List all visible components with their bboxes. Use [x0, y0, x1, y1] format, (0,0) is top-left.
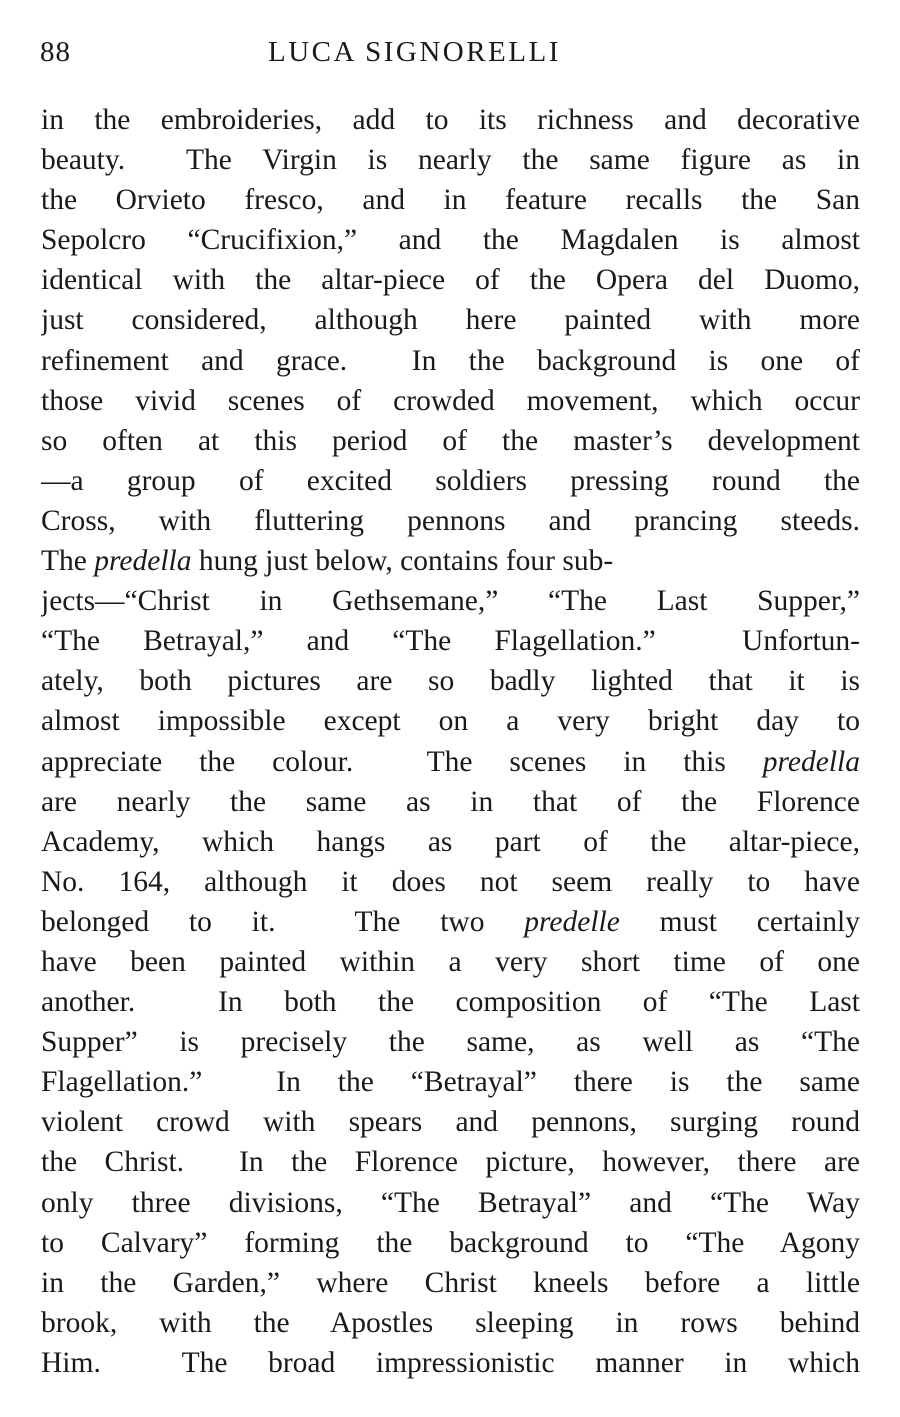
- text-segment: Academy, which hangs as part of the altar-piece,: [41, 825, 860, 858]
- text-line: [41, 822, 860, 862]
- text-segment: to Calvary” forming the background to “The Agony: [41, 1226, 860, 1259]
- italic-term: predelle: [524, 905, 620, 938]
- text-line: [41, 300, 860, 340]
- book-title: LUCA SIGNORELLI: [268, 36, 561, 68]
- text-segment: the Christ. In the Florence picture, however, there are: [41, 1146, 860, 1179]
- text-segment: are nearly the same as in that of the Florence: [41, 785, 860, 818]
- text-segment: “The Betrayal,” and “The Flagellation.” Unfortun-: [41, 625, 860, 658]
- text-line: [41, 862, 860, 902]
- text-segment: the Orvieto fresco, and in feature recalls the San: [41, 184, 860, 217]
- italic-term: predella: [762, 745, 860, 778]
- text-line: [41, 220, 860, 260]
- body-text: [41, 100, 860, 1383]
- text-segment: Him. The broad impressionistic manner in which: [41, 1346, 860, 1379]
- text-segment: hung just below, contains four sub-: [191, 545, 614, 578]
- text-line: [41, 982, 860, 1022]
- text-segment: Sepolcro “Crucifixion,” and the Magdalen is almost: [41, 224, 860, 257]
- text-line: [41, 661, 860, 701]
- text-line: [41, 180, 860, 220]
- italic-term: predella: [94, 545, 192, 578]
- text-line: [41, 501, 860, 541]
- text-segment: just considered, although here painted with more: [41, 304, 860, 337]
- text-line: [41, 1263, 860, 1303]
- text-segment: jects—“Christ in Gethsemane,” “The Last Supper,”: [41, 585, 860, 618]
- text-line: [41, 1102, 860, 1142]
- text-segment: refinement and grace. In the background is one of: [41, 344, 860, 377]
- text-segment: beauty. The Virgin is nearly the same figure as in: [41, 144, 860, 177]
- text-line: [41, 782, 860, 822]
- text-line: [41, 421, 860, 461]
- text-line: [41, 942, 860, 982]
- text-segment: belonged to it. The two: [41, 905, 525, 938]
- text-segment: another. In both the composition of “The Last: [41, 986, 860, 1019]
- text-line: [41, 1062, 860, 1102]
- text-line: [41, 1022, 860, 1062]
- text-segment: must certainly: [619, 905, 860, 938]
- text-line: [41, 742, 860, 782]
- text-line: [41, 902, 860, 942]
- page-number: 88: [40, 36, 71, 68]
- text-line: [41, 1303, 860, 1343]
- text-segment: Supper” is precisely the same, as well as “The: [41, 1026, 860, 1059]
- text-line: [41, 140, 860, 180]
- text-line: [41, 621, 860, 661]
- text-line: [41, 461, 860, 501]
- text-line: [41, 581, 860, 621]
- text-line: [41, 260, 860, 300]
- text-segment: in the embroideries, add to its richness and decorative: [41, 104, 860, 136]
- text-segment: appreciate the colour. The scenes in this: [41, 745, 763, 778]
- text-line: [41, 1183, 860, 1223]
- text-segment: Cross, with fluttering pennons and prancing steeds.: [41, 504, 860, 537]
- text-segment: —a group of excited soldiers pressing round the: [41, 464, 860, 497]
- text-line: [41, 1223, 860, 1263]
- text-line: [41, 701, 860, 741]
- text-segment: in the Garden,” where Christ kneels before a little: [41, 1266, 860, 1299]
- text-segment: ately, both pictures are so badly lighted that it is: [41, 665, 860, 698]
- text-segment: almost impossible except on a very bright day to: [41, 705, 860, 738]
- text-segment: Flagellation.” In the “Betrayal” there is the same: [41, 1066, 860, 1099]
- running-head: [40, 30, 860, 74]
- text-segment: The: [41, 545, 95, 578]
- text-line: [41, 381, 860, 421]
- text-segment: brook, with the Apostles sleeping in rows behind: [41, 1306, 860, 1339]
- text-segment: have been painted within a very short time of one: [41, 945, 860, 978]
- text-segment: No. 164, although it does not seem really to have: [41, 865, 860, 898]
- text-segment: violent crowd with spears and pennons, surging round: [41, 1106, 860, 1139]
- text-segment: only three divisions, “The Betrayal” and “The Way: [41, 1186, 860, 1219]
- text-line: [41, 100, 860, 140]
- text-line: [41, 1343, 860, 1383]
- text-segment: those vivid scenes of crowded movement, which occur: [41, 384, 860, 417]
- text-line: [41, 341, 860, 381]
- text-segment: identical with the altar-piece of the Opera del Duomo,: [41, 264, 860, 297]
- text-line: [41, 1142, 860, 1182]
- text-line: [41, 541, 860, 581]
- text-segment: so often at this period of the master’s development: [41, 424, 860, 457]
